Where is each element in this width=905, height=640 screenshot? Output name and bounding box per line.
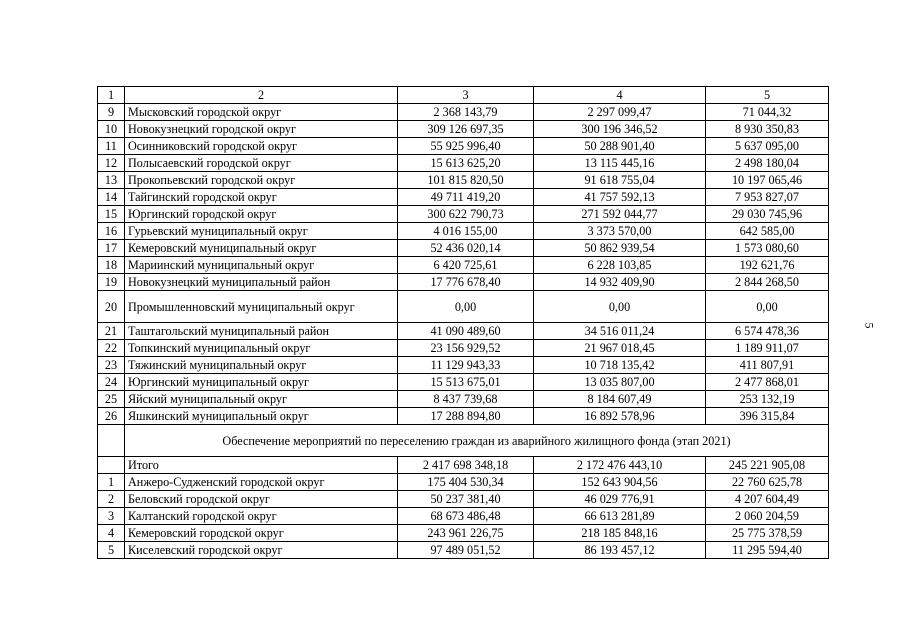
value-col-3: 50 237 381,40 [398,491,534,508]
value-col-3: 15 513 675,01 [398,374,534,391]
value-col-4: 14 932 409,90 [534,274,706,291]
value-col-5: 10 197 065,46 [706,172,829,189]
row-number: 22 [98,340,125,357]
value-col-3: 6 420 725,61 [398,257,534,274]
value-col-5: 1 189 911,07 [706,340,829,357]
total-col-4: 2 172 476 443,10 [534,457,706,474]
value-col-4: 8 184 607,49 [534,391,706,408]
row-number: 18 [98,257,125,274]
section-header [98,425,829,474]
value-col-3: 175 404 530,34 [398,474,534,491]
row-number: 4 [98,525,125,542]
page-number: 5 [862,322,877,329]
value-col-4: 2 297 099,47 [534,104,706,121]
value-col-3: 300 622 790,73 [398,206,534,223]
municipality-name: Кемеровский городской округ [125,525,398,542]
table-row [98,223,829,240]
row-number: 16 [98,223,125,240]
total-col-3: 2 417 698 348,18 [398,457,534,474]
value-col-4: 46 029 776,91 [534,491,706,508]
budget-table [97,86,829,559]
section-a-rows [98,104,829,425]
municipality-name: Мариинский муниципальный округ [125,257,398,274]
value-col-3: 11 129 943,33 [398,357,534,374]
total-label: Итого [125,457,398,474]
value-col-5: 6 574 478,36 [706,323,829,340]
value-col-4: 152 643 904,56 [534,474,706,491]
value-col-4: 0,00 [534,291,706,323]
table-row [98,172,829,189]
value-col-3: 4 016 155,00 [398,223,534,240]
table-row [98,121,829,138]
value-col-3: 309 126 697,35 [398,121,534,138]
table-row [98,474,829,491]
table-row [98,542,829,559]
value-col-4: 41 757 592,13 [534,189,706,206]
value-col-3: 17 776 678,40 [398,274,534,291]
value-col-3: 23 156 929,52 [398,340,534,357]
value-col-4: 50 288 901,40 [534,138,706,155]
header-col-1: 1 [98,87,125,104]
value-col-5: 8 930 350,83 [706,121,829,138]
row-number: 2 [98,491,125,508]
row-number: 15 [98,206,125,223]
value-col-4: 271 592 044,77 [534,206,706,223]
row-number: 17 [98,240,125,257]
value-col-3: 8 437 739,68 [398,391,534,408]
value-col-3: 0,00 [398,291,534,323]
value-col-3: 52 436 020,14 [398,240,534,257]
value-col-5: 396 315,84 [706,408,829,425]
section-title: Обеспечение мероприятий по переселению граждан из аварийного жилищного фонда (этап 2021) [125,425,829,457]
value-col-4: 13 115 445,16 [534,155,706,172]
table-row [98,508,829,525]
municipality-name: Прокопьевский городской округ [125,172,398,189]
value-col-5: 7 953 827,07 [706,189,829,206]
value-col-3: 97 489 051,52 [398,542,534,559]
value-col-3: 243 961 226,75 [398,525,534,542]
table-row [98,374,829,391]
table-row [98,491,829,508]
value-col-5: 2 477 868,01 [706,374,829,391]
value-col-3: 2 368 143,79 [398,104,534,121]
municipality-name: Полысаевский городской округ [125,155,398,172]
table-row [98,240,829,257]
value-col-4: 86 193 457,12 [534,542,706,559]
table-row [98,138,829,155]
table-row [98,274,829,291]
value-col-4: 16 892 578,96 [534,408,706,425]
row-number: 25 [98,391,125,408]
row-number: 5 [98,542,125,559]
table-row [98,104,829,121]
value-col-4: 13 035 807,00 [534,374,706,391]
total-row [98,457,829,474]
value-col-4: 218 185 848,16 [534,525,706,542]
municipality-name: Яшкинский муниципальный округ [125,408,398,425]
row-number: 13 [98,172,125,189]
municipality-name: Юргинский муниципальный округ [125,374,398,391]
value-col-3: 55 925 996,40 [398,138,534,155]
municipality-name: Новокузнецкий муниципальный район [125,274,398,291]
row-number: 1 [98,474,125,491]
value-col-5: 2 498 180,04 [706,155,829,172]
value-col-4: 21 967 018,45 [534,340,706,357]
value-col-4: 91 618 755,04 [534,172,706,189]
row-number: 20 [98,291,125,323]
value-col-5: 2 060 204,59 [706,508,829,525]
header-col-4: 4 [534,87,706,104]
row-number: 24 [98,374,125,391]
table-row [98,391,829,408]
value-col-5: 253 132,19 [706,391,829,408]
value-col-4: 6 228 103,85 [534,257,706,274]
header-col-5: 5 [706,87,829,104]
value-col-4: 34 516 011,24 [534,323,706,340]
municipality-name: Таштагольский муниципальный район [125,323,398,340]
value-col-5: 4 207 604,49 [706,491,829,508]
municipality-name: Тяжинский муниципальный округ [125,357,398,374]
row-number: 3 [98,508,125,525]
table-row [98,189,829,206]
header-col-2: 2 [125,87,398,104]
value-col-5: 25 775 378,59 [706,525,829,542]
municipality-name: Беловский городской округ [125,491,398,508]
value-col-4: 3 373 570,00 [534,223,706,240]
table-row [98,340,829,357]
value-col-5: 0,00 [706,291,829,323]
value-col-5: 192 621,76 [706,257,829,274]
value-col-5: 642 585,00 [706,223,829,240]
value-col-4: 300 196 346,52 [534,121,706,138]
value-col-5: 11 295 594,40 [706,542,829,559]
municipality-name: Юргинский городской округ [125,206,398,223]
municipality-name: Кемеровский муниципальный округ [125,240,398,257]
table-row [98,206,829,223]
municipality-name: Тайгинский городской округ [125,189,398,206]
value-col-5: 29 030 745,96 [706,206,829,223]
row-number: 19 [98,274,125,291]
value-col-3: 101 815 820,50 [398,172,534,189]
municipality-name: Топкинский муниципальный округ [125,340,398,357]
total-col-5: 245 221 905,08 [706,457,829,474]
table-row [98,408,829,425]
value-col-4: 50 862 939,54 [534,240,706,257]
table-row [98,257,829,274]
table-row [98,357,829,374]
value-col-5: 411 807,91 [706,357,829,374]
municipality-name: Яйский муниципальный округ [125,391,398,408]
municipality-name: Калтанский городской округ [125,508,398,525]
value-col-4: 10 718 135,42 [534,357,706,374]
municipality-name: Осинниковский городской округ [125,138,398,155]
municipality-name: Промышленновский муниципальный округ [125,291,398,323]
value-col-3: 15 613 625,20 [398,155,534,172]
value-col-3: 17 288 894,80 [398,408,534,425]
row-number: 12 [98,155,125,172]
value-col-3: 68 673 486,48 [398,508,534,525]
table-row [98,291,829,323]
value-col-5: 1 573 080,60 [706,240,829,257]
table-row [98,525,829,542]
value-col-5: 22 760 625,78 [706,474,829,491]
row-number: 11 [98,138,125,155]
section-title-row [98,425,829,457]
value-col-5: 2 844 268,50 [706,274,829,291]
municipality-name: Мысковский городской округ [125,104,398,121]
total-number [98,457,125,474]
value-col-3: 49 711 419,20 [398,189,534,206]
municipality-name: Новокузнецкий городской округ [125,121,398,138]
row-number: 10 [98,121,125,138]
table-row [98,155,829,172]
value-col-5: 5 637 095,00 [706,138,829,155]
table-body [98,87,829,104]
column-number-row [98,87,829,104]
value-col-4: 66 613 281,89 [534,508,706,525]
row-number: 14 [98,189,125,206]
value-col-3: 41 090 489,60 [398,323,534,340]
row-number: 21 [98,323,125,340]
row-number: 23 [98,357,125,374]
value-col-5: 71 044,32 [706,104,829,121]
section-title-blank [98,425,125,457]
row-number: 26 [98,408,125,425]
municipality-name: Гурьевский муниципальный округ [125,223,398,240]
municipality-name: Киселевский городской округ [125,542,398,559]
header-col-3: 3 [398,87,534,104]
municipality-name: Анжеро-Судженский городской округ [125,474,398,491]
row-number: 9 [98,104,125,121]
section-b-rows [98,474,829,559]
table-row [98,323,829,340]
